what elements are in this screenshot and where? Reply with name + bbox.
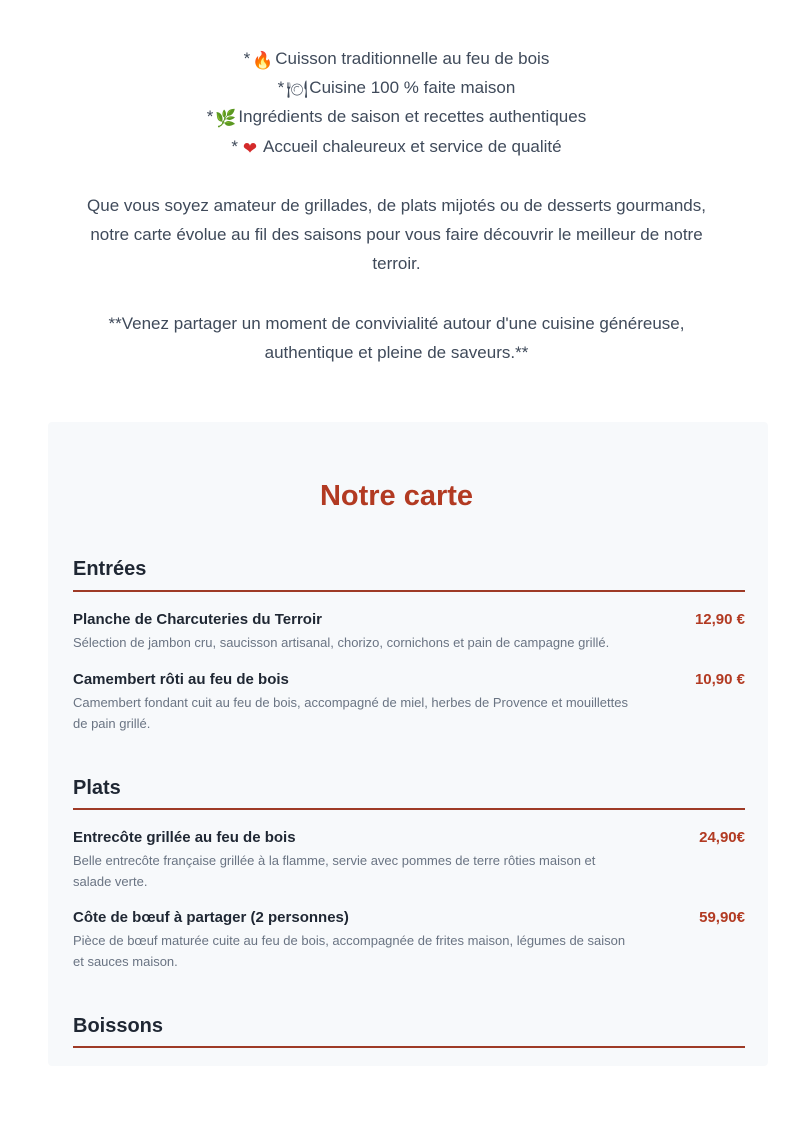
category-divider bbox=[73, 590, 745, 592]
menu-item-name: Planche de Charcuteries du Terroir bbox=[73, 611, 322, 628]
feature-line: * 🔥 Cuisson traditionnelle au feu de bois bbox=[243, 49, 550, 70]
menu-item-description: Pièce de bœuf maturée cuite au feu de bois, accompagnée de frites maison, légumes de saison et sauces maison. bbox=[73, 933, 626, 969]
category-title-plats: Plats bbox=[73, 777, 121, 799]
feature-line: * 🌿 Ingrédients de saison et recettes authentiques bbox=[206, 107, 587, 128]
feature-line: * 🍽Cuisine 100 % faite maison bbox=[277, 78, 516, 99]
category-title-entrees: Entrées bbox=[73, 558, 147, 580]
menu-item-name: Côte de bœuf à partager (2 personnes) bbox=[73, 909, 349, 926]
plate-cutlery-icon: 🍽 bbox=[286, 80, 308, 99]
menu-item-price: 12,90 € bbox=[694, 611, 745, 628]
menu-item-name: Camembert rôti au feu de bois bbox=[73, 671, 289, 688]
category-divider bbox=[73, 1046, 745, 1048]
menu-item-description: Sélection de jambon cru, saucisson artisanal, chorizo, cornichons et pain de campagne grillé. bbox=[73, 635, 610, 650]
menu-item-price: 59,90€ bbox=[699, 909, 745, 926]
menu-item-description: Camembert fondant cuit au feu de bois, accompagné de miel, herbes de Provence et mouillettes de pain grillé. bbox=[73, 695, 628, 731]
menu-item-description: Belle entrecôte française grillée à la flamme, servie avec pommes de terre rôties maison et salade verte. bbox=[73, 853, 596, 889]
category-title-boissons: Boissons bbox=[73, 1015, 164, 1037]
menu-item-price: 24,90€ bbox=[699, 829, 745, 846]
invite-paragraph: **Venez partager un moment de convivialité autour d'une cuisine généreuse, authentique et pleine de saveurs.** bbox=[108, 314, 685, 362]
category-divider bbox=[73, 808, 745, 810]
menu-item-name: Entrecôte grillée au feu de bois bbox=[73, 829, 296, 846]
menu-item-price: 10,90 € bbox=[694, 671, 745, 688]
heart-icon: ❤ bbox=[242, 139, 258, 158]
leaf-icon: 🌿 bbox=[215, 109, 237, 128]
feature-line: * ❤ Accueil chaleureux et service de qualité bbox=[231, 137, 562, 158]
fire-icon: 🔥 bbox=[252, 51, 274, 70]
menu-title: Notre carte bbox=[319, 480, 474, 512]
intro-paragraph: Que vous soyez amateur de grillades, de plats mijotés ou de desserts gourmands, notre carte évolue au fil des saisons pour vous faire découvrir le meilleur de notre terroir. bbox=[87, 196, 706, 273]
